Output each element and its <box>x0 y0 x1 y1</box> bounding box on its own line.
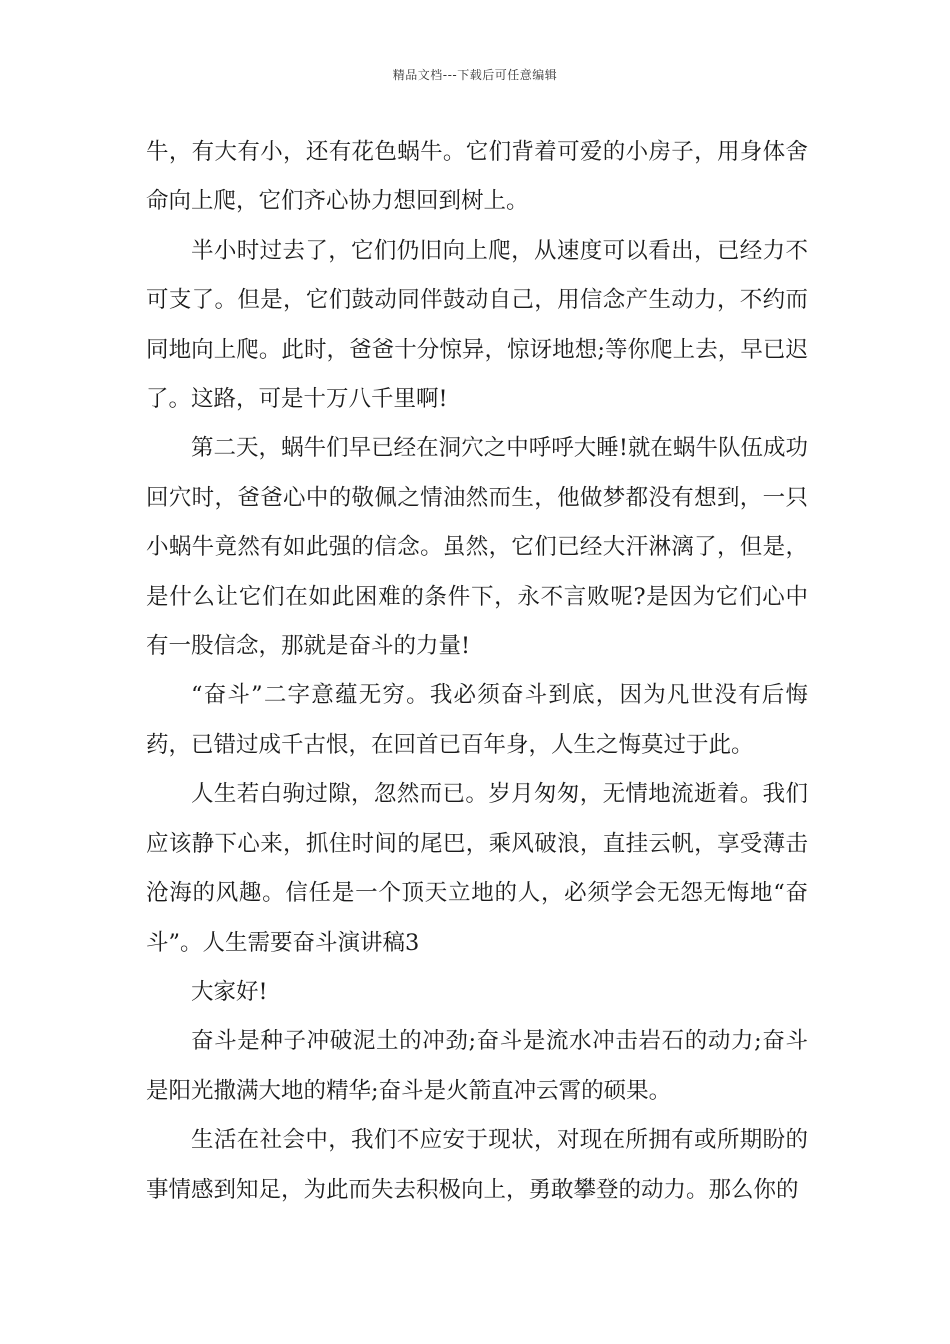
paragraph: 生活在社会中，我们不应安于现状，对现在所拥有或所期盼的事情感到知足，为此而失去积极向上，勇敢攀登的动力。那么你的 <box>146 1127 808 1203</box>
page-header: 精品文档---下载后可任意编辑 <box>392 68 558 82</box>
paragraph: 第二天，蜗牛们早已经在洞穴之中呼呼大睡!就在蜗牛队伍成功回穴时，爸爸心中的敬佩之情油然而生，他做梦都没有想到，一只小蜗牛竟然有如此强的信念。虽然，它们已经大汗淋漓了，但是，是什么让它们在如此困难的条件下，永不言败呢?是因为它们心中有一股信念，那就是奋斗的力量! <box>146 435 808 660</box>
paragraph: 奋斗是种子冲破泥土的冲劲;奋斗是流水冲击岩石的动力;奋斗是阳光撒满大地的精华;奋斗是火箭直冲云霄的硕果。 <box>146 1028 808 1104</box>
paragraph: 牛，有大有小，还有花色蜗牛。它们背着可爱的小房子，用身体舍命向上爬，它们齐心协力想回到树上。 <box>146 139 808 215</box>
paragraph: 半小时过去了，它们仍旧向上爬，从速度可以看出，已经力不可支了。但是，它们鼓动同伴鼓动自己，用信念产生动力，不约而同地向上爬。此时，爸爸十分惊异，惊讶地想;等你爬上去，早已迟了。这路，可是十万八千里啊! <box>146 237 808 413</box>
paragraph: 人生若白驹过隙，忽然而已。岁月匆匆，无情地流逝着。我们应该静下心来，抓住时间的尾巴，乘风破浪，直挂云帆，享受薄击沧海的风趣。信任是一个顶天立地的人，必须学会无怨无悔地“奋斗”。人生需要奋斗演讲稿3 <box>146 781 808 956</box>
document-body <box>146 128 808 1215</box>
paragraph: “奋斗”二字意蕴无穷。我必须奋斗到底，因为凡世没有后悔药，已错过成千古恨，在回首已百年身，人生之悔莫过于此。 <box>146 682 808 758</box>
paragraph: 大家好! <box>191 978 268 1005</box>
